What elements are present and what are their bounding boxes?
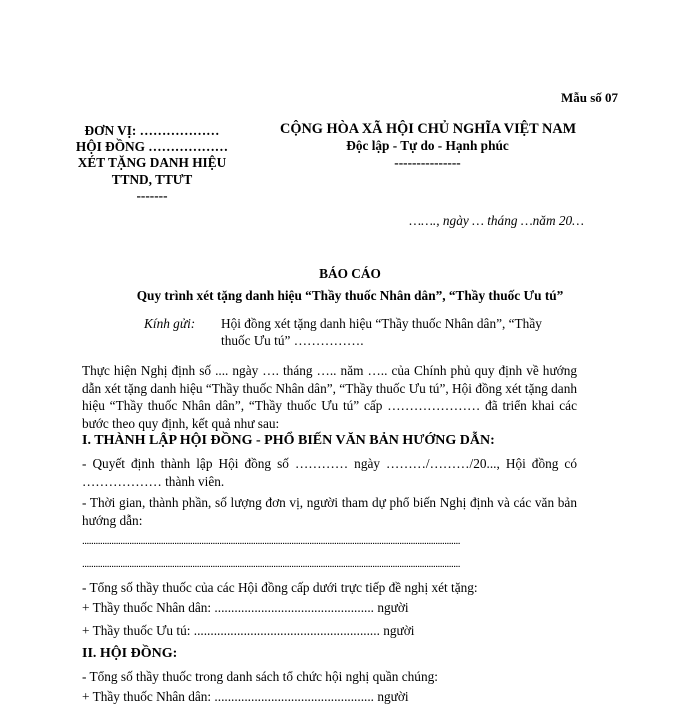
right-separator: ---------------: [394, 154, 461, 170]
recipient-body: Hội đồng xét tặng danh hiệu “Thầy thuốc Nhân dân”, “Thầy thuốc Ưu tú” …………….: [221, 316, 542, 348]
document-title: BÁO CÁO: [319, 266, 381, 281]
total-mass-meeting-list: - Tổng số thầy thuốc trong danh sách tổ chức hội nghị quần chúng:: [82, 669, 438, 684]
dotted-line-2: ........................................................................................................................................................................: [82, 558, 460, 570]
award-line-2: TTND, TTƯT: [111, 171, 193, 187]
intro-paragraph: Thực hiện Nghị định số .... ngày …. tháng ….. năm ….. của Chính phủ quy định về hướng dẫn xét tặng danh hiệu “Thầy thuốc Nhân dân”, “Thầy thuốc Ưu tú”, Hội đồng xét tặng danh hiệu “Thầy thuốc Nhân dân”, “Thầy thuốc Ưu tú” cấp ………………… đã triển khai các bước theo quy định, kết quả như sau:: [82, 363, 577, 432]
dissemination-paragraph: - Thời gian, thành phần, số lượng đơn vị, người tham dự phổ biến Nghị định và các văn bản hướng dẫn:: [82, 495, 577, 528]
date-line: ……., ngày … tháng …năm 20…: [409, 213, 584, 228]
council-line: HỘI ĐỒNG ………………: [75, 139, 229, 155]
decision-paragraph: - Quyết định thành lập Hội đồng số ………… ngày ………/………/20..., Hội đồng có ……………… thành viên.: [82, 456, 577, 489]
section-1-heading: I. THÀNH LẬP HỘI ĐỒNG - PHỔ BIẾN VĂN BẢN HƯỚNG DẪN:: [82, 433, 495, 448]
award-line-1: XÉT TẶNG DANH HIỆU: [77, 155, 227, 171]
dotted-line-1: ........................................................................................................................................................................: [82, 535, 460, 547]
country-name: CỘNG HÒA XÃ HỘI CHỦ NGHĨA VIỆT NAM: [280, 121, 577, 137]
right-header: [280, 121, 575, 171]
total-lower-councils: - Tổng số thầy thuốc của các Hội đồng cấp dưới trực tiếp đề nghị xét tặng:: [82, 580, 478, 595]
unit-line: ĐƠN VỊ: ………………: [84, 123, 220, 138]
left-header: [62, 123, 242, 204]
people-doctor-count: + Thầy thuốc Nhân dân: ................................................ người: [82, 600, 409, 615]
section-2-heading: II. HỘI ĐỒNG:: [82, 646, 178, 661]
excellent-doctor-count: + Thầy thuốc Ưu tú: ........................................................ người: [82, 623, 415, 638]
form-number: Mẫu số 07: [560, 90, 618, 105]
section-2-people-doctor-count: + Thầy thuốc Nhân dân: ................................................ người: [82, 689, 409, 704]
motto: Độc lập - Tự do - Hạnh phúc: [346, 138, 509, 154]
recipient-label: Kính gửi:: [144, 316, 196, 331]
left-separator: -------: [136, 187, 168, 203]
document-subtitle: Quy trình xét tặng danh hiệu “Thầy thuốc Nhân dân”, “Thầy thuốc Ưu tú”: [136, 288, 564, 303]
